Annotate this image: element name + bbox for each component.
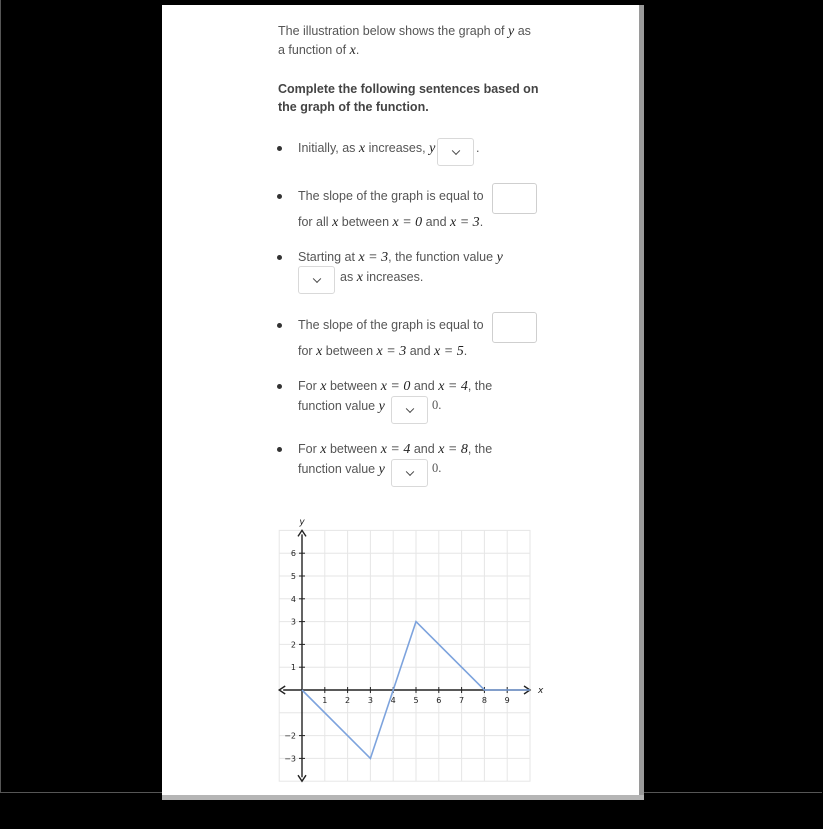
intro-prefix: The illustration below shows the graph of bbox=[278, 24, 505, 38]
item2-and: and bbox=[425, 215, 447, 229]
intro-text bbox=[278, 22, 558, 60]
item4-text: The slope of the graph is equal to bbox=[298, 318, 484, 332]
item5-text bbox=[298, 379, 492, 395]
item5-text-line2 bbox=[298, 399, 385, 415]
item2-b: for all bbox=[298, 215, 329, 229]
intro-line2: a function of bbox=[278, 43, 347, 57]
item4-x5: x = 5 bbox=[434, 344, 464, 359]
y-tick-label: 6 bbox=[290, 549, 296, 559]
item6-var-y: y bbox=[378, 462, 385, 477]
item3-var-y: y bbox=[496, 250, 503, 265]
item3-c: , the function value bbox=[388, 250, 494, 264]
item4-d: between bbox=[325, 344, 374, 358]
item6-text bbox=[298, 442, 492, 458]
item6-text-line2 bbox=[298, 462, 385, 478]
item1-dropdown[interactable] bbox=[437, 138, 474, 166]
item5-and: and bbox=[413, 379, 435, 393]
item5-x0: x = 0 bbox=[380, 379, 411, 394]
item4-text-line2 bbox=[298, 344, 467, 360]
intro-as: as bbox=[517, 24, 531, 38]
y-tick-label: 3 bbox=[290, 617, 296, 627]
y-tick-label: 4 bbox=[290, 594, 296, 604]
x-tick-label: 8 bbox=[481, 696, 487, 705]
item5-dropdown[interactable] bbox=[391, 396, 428, 424]
bullet bbox=[277, 146, 282, 151]
item6-x4: x = 4 bbox=[380, 442, 411, 457]
item2-text: The slope of the graph is equal to bbox=[298, 189, 484, 203]
item3-dropdown[interactable] bbox=[298, 266, 335, 294]
item2-slope-input[interactable] bbox=[492, 183, 537, 214]
item2-var-x: x bbox=[332, 215, 339, 230]
item1-period: . bbox=[476, 141, 480, 155]
item3-increases: increases. bbox=[366, 270, 424, 284]
item5-x4: x = 4 bbox=[438, 379, 468, 394]
item3-text bbox=[298, 250, 503, 266]
page-bottom-edge bbox=[162, 795, 644, 800]
item1-c: increases, bbox=[368, 141, 426, 155]
item5-zero: 0. bbox=[432, 398, 442, 412]
bullet bbox=[277, 255, 282, 260]
item6-function-value: function value bbox=[298, 462, 376, 476]
x-tick-label: 1 bbox=[322, 696, 328, 705]
item1-text bbox=[298, 141, 435, 157]
bullet bbox=[277, 384, 282, 389]
item5-c: between bbox=[329, 379, 378, 393]
item6-a: For bbox=[298, 442, 317, 456]
item5-var-y: y bbox=[378, 399, 385, 414]
x-tick-label: 7 bbox=[459, 696, 465, 705]
item4-period: . bbox=[463, 344, 468, 358]
item1-a: Initially, as bbox=[298, 141, 356, 155]
y-tick-label: 1 bbox=[290, 663, 296, 673]
x-tick-label: 6 bbox=[436, 696, 442, 705]
x-tick-label: 5 bbox=[413, 696, 419, 705]
item5-var-x: x bbox=[320, 379, 327, 394]
instruction-line1: Complete the following sentences based on bbox=[278, 82, 539, 96]
x-tick-label: 2 bbox=[345, 696, 351, 705]
item4-var-x: x bbox=[316, 344, 323, 359]
item2-period: . bbox=[479, 215, 484, 229]
y-tick-label: 5 bbox=[290, 572, 296, 581]
item3-x3: x = 3 bbox=[358, 250, 389, 265]
chevron-down-icon bbox=[405, 405, 413, 413]
function-graph bbox=[272, 510, 542, 785]
item6-var-x: x bbox=[320, 442, 327, 457]
item4-and: and bbox=[409, 344, 431, 358]
scrollbar-rail bbox=[639, 5, 644, 800]
item2-text-line2 bbox=[298, 215, 483, 231]
var-x: x bbox=[349, 43, 356, 58]
item2-x3: x = 3 bbox=[450, 215, 480, 230]
item1-var-x: x bbox=[358, 141, 366, 156]
item6-x8: x = 8 bbox=[438, 442, 468, 457]
item4-slope-input[interactable] bbox=[492, 312, 537, 343]
item6-c: between bbox=[329, 442, 378, 456]
bullet bbox=[277, 194, 282, 199]
item3-as: as bbox=[340, 270, 354, 284]
x-axis-label: x bbox=[538, 686, 544, 696]
x-tick-label: 3 bbox=[367, 696, 373, 705]
chevron-down-icon bbox=[451, 147, 459, 155]
intro-period: . bbox=[355, 43, 360, 57]
y-tick-label: 2 bbox=[290, 640, 296, 650]
x-tick-label: 9 bbox=[504, 696, 510, 705]
y-tick-label: −2 bbox=[284, 731, 296, 741]
item3-var-x: x bbox=[356, 270, 363, 285]
var-y: y bbox=[508, 24, 515, 39]
item4-b: for bbox=[298, 344, 313, 358]
item6-and: and bbox=[413, 442, 435, 456]
item4-x3: x = 3 bbox=[376, 344, 407, 359]
item5-function-value: function value bbox=[298, 399, 376, 413]
item3-text-line2 bbox=[340, 270, 423, 286]
x-tick-label: 4 bbox=[390, 696, 396, 705]
item6-dropdown[interactable] bbox=[391, 459, 428, 487]
y-axis-label: y bbox=[299, 517, 305, 528]
item2-x0: x = 0 bbox=[392, 215, 423, 230]
chevron-down-icon bbox=[312, 275, 320, 283]
y-tick-label: −3 bbox=[284, 754, 296, 764]
item5-the: , the bbox=[467, 379, 493, 393]
item6-the: , the bbox=[467, 442, 493, 456]
item2-d: between bbox=[341, 215, 390, 229]
instruction-text bbox=[278, 80, 568, 116]
item1-var-y: y bbox=[429, 141, 436, 156]
bullet bbox=[277, 323, 282, 328]
item3-a: Starting at bbox=[298, 250, 355, 264]
instruction-line2: the graph of the function. bbox=[278, 100, 429, 114]
item6-zero: 0. bbox=[432, 461, 442, 475]
exercise-page bbox=[162, 5, 639, 795]
bullet bbox=[277, 447, 282, 452]
chevron-down-icon bbox=[405, 468, 413, 476]
item5-a: For bbox=[298, 379, 317, 393]
